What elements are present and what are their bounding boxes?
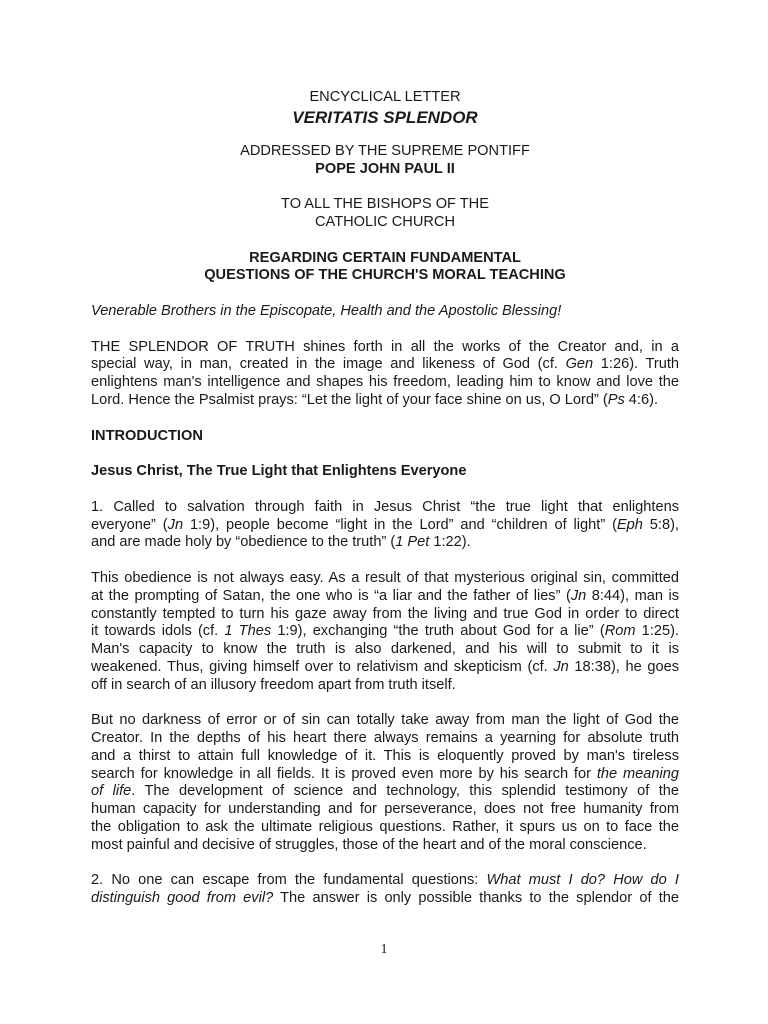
- document-page: [91, 89, 679, 908]
- header-encyclical-letter: ENCYCLICAL LETTER: [309, 89, 461, 105]
- para-text: 1:25).: [635, 623, 679, 640]
- subsection-heading: Jesus Christ, The True Light that Enlightens Everyone: [91, 463, 467, 480]
- paragraph-2: [91, 570, 679, 695]
- para-text: 2. No one can escape from the fundamental questions:: [91, 872, 487, 889]
- document-title: VERITATIS SPLENDOR: [292, 107, 478, 127]
- para-text: 1:9), people become “light in the Lord” and “children of light” (: [183, 516, 617, 533]
- page-number: 1: [380, 942, 388, 957]
- greeting: Venerable Brothers in the Episcopate, Health and the Apostolic Blessing!: [91, 302, 562, 319]
- header-subject-line-1: REGARDING CERTAIN FUNDAMENTAL: [249, 249, 521, 266]
- emphasis-text: of life: [91, 783, 132, 800]
- para2-line-2: [91, 588, 679, 606]
- emphasis-text: What must I do? How do I: [486, 872, 679, 889]
- header-to-line-1: TO ALL THE BISHOPS OF THE: [281, 196, 489, 213]
- para-text: The answer is only possible thanks to the splendor of the: [273, 890, 679, 907]
- intro-text: 1:26). Truth: [593, 356, 679, 373]
- para1-line-2: [91, 517, 679, 535]
- header-pope-name: POPE JOHN PAUL II: [315, 160, 455, 177]
- header-subject-line-2: QUESTIONS OF THE CHURCH'S MORAL TEACHING: [204, 267, 566, 284]
- scripture-reference: Eph: [616, 516, 643, 533]
- para2-line-6: [91, 659, 679, 677]
- para2-line-4: [91, 623, 679, 641]
- paragraph-4: [91, 872, 679, 908]
- para-text: at the prompting of Satan, the one who is “a liar and the father of lies” (: [91, 587, 571, 604]
- para-text: . The development of science and technology, this splendid testimony of the: [131, 783, 679, 800]
- para3-line-5: [91, 783, 679, 801]
- para3-line-6: human capacity for understanding and for perseverance, does not free humanity from: [91, 801, 679, 818]
- para3-line-3: and a thirst to attain full knowledge of it. This is eloquently proved by man's tireless: [91, 747, 679, 764]
- para1-line-1: 1. Called to salvation through faith in Jesus Christ “the true light that enlightens: [91, 498, 679, 515]
- para3-line-1: But no darkness of error or of sin can totally take away from man the light of God the: [91, 712, 679, 729]
- para4-line-1: [91, 872, 679, 890]
- intro-line-4: [91, 392, 679, 410]
- intro-line-2: [91, 356, 679, 374]
- para-text: everyone” (: [91, 516, 168, 533]
- intro-text: special way, in man, created in the image and likeness of God (cf.: [91, 356, 566, 373]
- paragraph-3: [91, 712, 679, 854]
- para-text: weakened. Thus, giving himself over to relativism and skepticism (cf.: [91, 658, 554, 675]
- scripture-reference: 1 Pet: [395, 534, 430, 551]
- paragraph-1: [91, 499, 679, 552]
- letter-header: [91, 89, 679, 285]
- para-text: 18:38), he goes: [568, 658, 679, 675]
- para1-line-3: [91, 534, 679, 552]
- intro-text: Lord. Hence the Psalmist prays: “Let the light of your face shine on us, O Lord” (: [91, 391, 608, 408]
- para-text: and are made holy by “obedience to the truth” (: [91, 534, 396, 551]
- para2-line-3: constantly tempted to turn his gaze away from the living and true God in order to direct: [91, 605, 679, 622]
- para3-line-2: Creator. In the depths of his heart there always remains a yearning for absolute truth: [91, 730, 679, 747]
- para2-line-7: off in search of an illusory freedom apart from truth itself.: [91, 676, 456, 693]
- scripture-reference: Gen: [565, 356, 594, 373]
- para2-line-5: Man's capacity to know the truth is also darkened, and his will to submit to it is: [91, 641, 679, 658]
- section-heading: INTRODUCTION: [91, 427, 203, 444]
- intro-paragraph: [91, 339, 679, 410]
- para-text: 1:22).: [429, 534, 471, 551]
- emphasis-text: the meaning: [596, 765, 679, 782]
- intro-line-3: enlightens man's intelligence and shapes his freedom, leading him to know and love the: [91, 374, 679, 391]
- para-text: it towards idols (cf.: [91, 623, 225, 640]
- header-addressed-by: ADDRESSED BY THE SUPREME PONTIFF: [240, 142, 530, 159]
- intro-text: 4:6).: [624, 391, 659, 408]
- scripture-reference: Rom: [604, 623, 636, 640]
- para-text: search for knowledge in all fields. It is proved even more by his search for: [91, 765, 597, 782]
- para3-line-8: most painful and decisive of struggles, those of the heart and of the moral conscience.: [91, 836, 647, 853]
- scripture-reference: Jn: [570, 587, 587, 604]
- para2-line-1: This obedience is not always easy. As a result of that mysterious original sin, committed: [91, 569, 679, 586]
- para3-line-4: [91, 766, 679, 784]
- scripture-reference: Jn: [167, 516, 184, 533]
- scripture-reference: 1 Thes: [224, 623, 272, 640]
- scripture-reference: Ps: [607, 391, 625, 408]
- scripture-reference: Jn: [553, 658, 569, 675]
- para-text: 8:44), man is: [586, 587, 679, 604]
- intro-line-1: THE SPLENDOR OF TRUTH shines forth in all the works of the Creator and, in a: [91, 338, 679, 355]
- para-text: 5:8),: [642, 516, 679, 533]
- para-text: 1:9), exchanging “the truth about God for a lie” (: [271, 623, 605, 640]
- para4-line-2: [91, 890, 679, 908]
- para3-line-7: the obligation to ask the ultimate religious questions. Rather, it spurs us on to face the: [91, 819, 679, 836]
- emphasis-text: distinguish good from evil?: [91, 890, 274, 907]
- header-to-line-2: CATHOLIC CHURCH: [315, 213, 455, 230]
